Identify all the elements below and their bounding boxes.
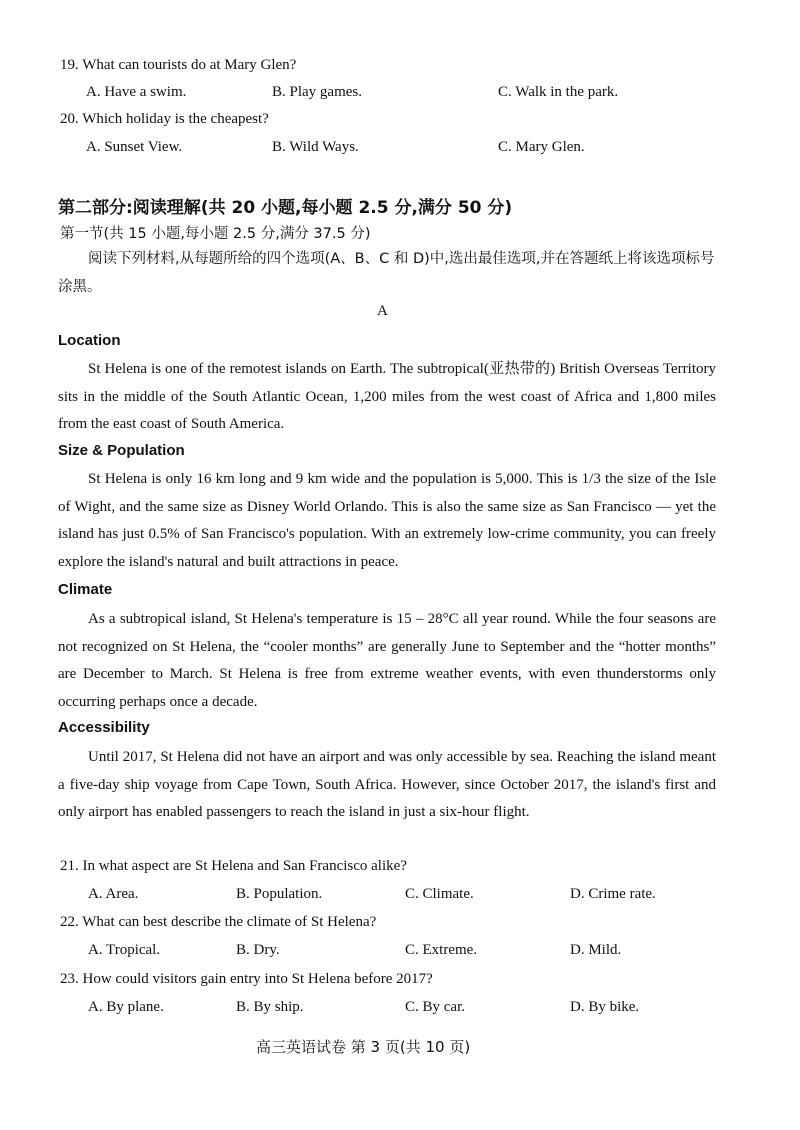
section-subtitle: 第一节(共 15 小题,每小题 2.5 分,满分 37.5 分) bbox=[60, 226, 371, 242]
question-19-option-c: C. Walk in the park. bbox=[498, 84, 619, 100]
climate-heading: Climate bbox=[58, 581, 113, 598]
question-20-option-a: A. Sunset View. bbox=[86, 139, 183, 155]
question-22-option-b: B. Dry. bbox=[236, 942, 280, 958]
climate-paragraph: As a subtropical island, St Helena's temperature is 15 – 28°C all year round. While the four seasons are not recognized on St Helena, the “cooler months” are generally June to September and the “hotter months” are December to March. St Helena is free from extreme weather events, with even thunderstorms only occurring perhaps once a decade. bbox=[58, 611, 716, 710]
question-23-option-c: C. By car. bbox=[405, 999, 465, 1015]
passage-label: A bbox=[377, 303, 388, 319]
page-footer: 高三英语试卷 第 3 页(共 10 页) bbox=[256, 1038, 471, 1056]
section-instruction: 阅读下列材料,从每题所给的四个选项(A、B、C 和 D)中,选出最佳选项,并在答题纸上将该选项标号涂黑。 bbox=[58, 251, 715, 295]
question-19-stem: 19. What can tourists do at Mary Glen? bbox=[60, 57, 297, 73]
location-paragraph: St Helena is one of the remotest islands on Earth. The subtropical(亚热带的) British Overseas Territory sits in the middle of the South Atlantic Ocean, 1,200 miles from the west coast of Africa and 1,800 miles from the east coast of South America. bbox=[58, 361, 716, 432]
accessibility-heading: Accessibility bbox=[58, 719, 150, 736]
question-21-option-d: D. Crime rate. bbox=[570, 886, 656, 902]
question-21-option-a: A. Area. bbox=[88, 886, 139, 902]
question-21-option-c: C. Climate. bbox=[405, 886, 474, 902]
location-heading: Location bbox=[58, 332, 121, 349]
question-19-option-b: B. Play games. bbox=[272, 84, 362, 100]
question-22-stem: 22. What can best describe the climate of St Helena? bbox=[60, 914, 377, 930]
question-20-option-c: C. Mary Glen. bbox=[498, 139, 585, 155]
size-paragraph: St Helena is only 16 km long and 9 km wide and the population is 5,000. This is 1/3 the size of the Isle of Wight, and the same size as Disney World Orlando. This is also the same size as San Francisco — yet the island has just 0.5% of San Francisco's population. With an extremely low-crime community, you can freely explore the island's natural and built attractions in peace. bbox=[58, 471, 716, 570]
question-23-option-b: B. By ship. bbox=[236, 999, 304, 1015]
section-title: 第二部分:阅读理解(共 20 小题,每小题 2.5 分,满分 50 分) bbox=[58, 198, 513, 218]
size-heading: Size & Population bbox=[58, 442, 185, 459]
question-23-option-d: D. By bike. bbox=[570, 999, 640, 1015]
question-20-stem: 20. Which holiday is the cheapest? bbox=[60, 111, 269, 127]
question-22-option-d: D. Mild. bbox=[570, 942, 622, 958]
question-22-option-a: A. Tropical. bbox=[88, 942, 161, 958]
question-20-option-b: B. Wild Ways. bbox=[272, 139, 359, 155]
question-23-stem: 23. How could visitors gain entry into St Helena before 2017? bbox=[60, 971, 433, 987]
question-22-option-c: C. Extreme. bbox=[405, 942, 478, 958]
question-21-option-b: B. Population. bbox=[236, 886, 323, 902]
question-23-option-a: A. By plane. bbox=[88, 999, 164, 1015]
question-21-stem: 21. In what aspect are St Helena and San Francisco alike? bbox=[60, 858, 407, 874]
accessibility-paragraph: Until 2017, St Helena did not have an airport and was only accessible by sea. Reaching the island meant a five-day ship voyage from Cape Town, South Africa. However, since October 2017, the island's first and only airport has enabled passengers to reach the island in just a six-hour flight. bbox=[58, 749, 716, 820]
question-19-option-a: A. Have a swim. bbox=[86, 84, 187, 100]
